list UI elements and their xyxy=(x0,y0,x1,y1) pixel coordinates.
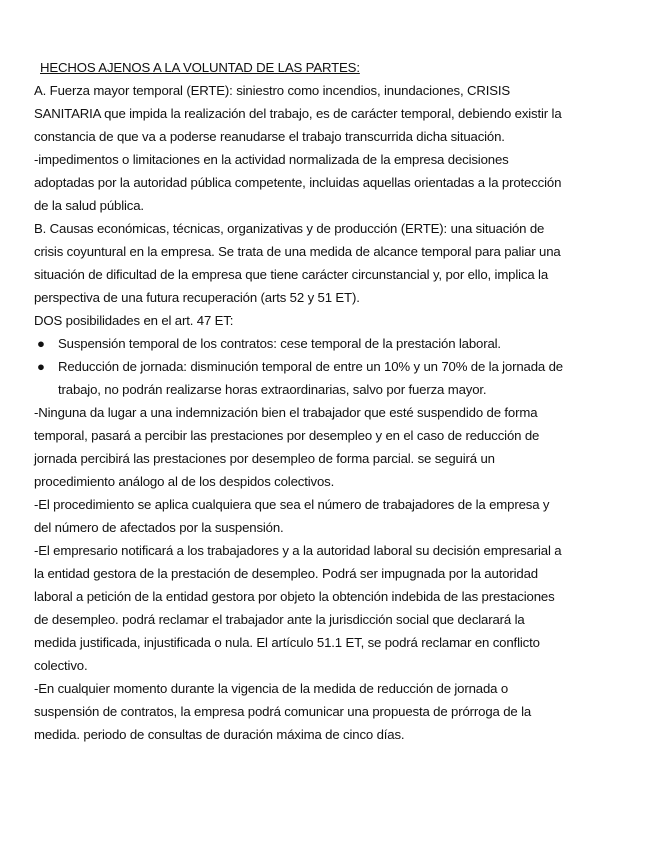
text-line: temporal, pasará a percibir las prestaciones por desempleo y en el caso de reducción de xyxy=(34,428,540,443)
text-line: de la salud pública. xyxy=(34,198,144,213)
text-line: -El procedimiento se aplica cualquiera que sea el número de trabajadores de la empresa y xyxy=(34,497,550,512)
text-line: suspensión de contratos, la empresa podrá comunicar una propuesta de prórroga de la xyxy=(34,704,532,719)
bullet-marker: ● xyxy=(37,359,45,374)
text-line: -En cualquier momento durante la vigencia de la medida de reducción de jornada o xyxy=(34,681,509,696)
text-line: -impedimentos o limitaciones en la actividad normalizada de la empresa decisiones xyxy=(34,152,509,167)
bullet-item xyxy=(34,355,624,401)
text-line: crisis coyuntural en la empresa. Se trata de una medida de alcance temporal para paliar una xyxy=(34,244,561,259)
bullet-text-line: trabajo, no podrán realizarse horas extraordinarias, salvo por fuerza mayor. xyxy=(58,382,487,397)
text-line: medida. periodo de consultas de duración máxima de cinco días. xyxy=(34,727,405,742)
text-line: laboral a petición de la entidad gestora por objeto la obtención indebida de las prestaciones xyxy=(34,589,555,604)
text-line: perspectiva de una futura recuperación (arts 52 y 51 ET). xyxy=(34,290,360,305)
text-line: adoptadas por la autoridad pública competente, incluidas aquellas orientadas a la protección xyxy=(34,175,562,190)
bullet-item xyxy=(34,332,624,355)
bullet-text-line: Suspensión temporal de los contratos: cese temporal de la prestación laboral. xyxy=(58,336,501,351)
bullet-text-line: Reducción de jornada: disminución temporal de entre un 10% y un 70% de la jornada de xyxy=(58,359,563,374)
text-line: la entidad gestora de la prestación de desempleo. Podrá ser impugnada por la autoridad xyxy=(34,566,538,581)
text-line: -El empresario notificará a los trabajadores y a la autoridad laboral su decisión empresarial a xyxy=(34,543,562,558)
text-line: situación de dificultad de la empresa que tiene carácter circunstancial y, por ello, implica la xyxy=(34,267,549,282)
text-line: del número de afectados por la suspensión. xyxy=(34,520,284,535)
text-line: -Ninguna da lugar a una indemnización bien el trabajador que esté suspendido de forma xyxy=(34,405,538,420)
section-heading: HECHOS AJENOS A LA VOLUNTAD DE LAS PARTES: xyxy=(40,60,360,75)
text-line: jornada percibirá las prestaciones por desempleo de forma parcial. se seguirá un xyxy=(34,451,495,466)
text-line: DOS posibilidades en el art. 47 ET: xyxy=(34,313,234,328)
text-line: colectivo. xyxy=(34,658,88,673)
text-line: procedimiento análogo al de los despidos colectivos. xyxy=(34,474,335,489)
text-line: de desempleo. podrá reclamar el trabajador ante la jurisdicción social que declarará la xyxy=(34,612,525,627)
text-line: B. Causas económicas, técnicas, organizativas y de producción (ERTE): una situación de xyxy=(34,221,545,236)
text-line: SANITARIA que impida la realización del trabajo, es de carácter temporal, debiendo existir la xyxy=(34,106,562,121)
text-line: constancia de que va a poderse reanudarse el trabajo transcurrida dicha situación. xyxy=(34,129,505,144)
bullet-marker: ● xyxy=(37,336,45,351)
text-line: medida justificada, injustificada o nula. El artículo 51.1 ET, se podrá reclamar en conflicto xyxy=(34,635,540,650)
document-page xyxy=(34,56,624,746)
text-line: A. Fuerza mayor temporal (ERTE): siniestro como incendios, inundaciones, CRISIS xyxy=(34,83,511,98)
